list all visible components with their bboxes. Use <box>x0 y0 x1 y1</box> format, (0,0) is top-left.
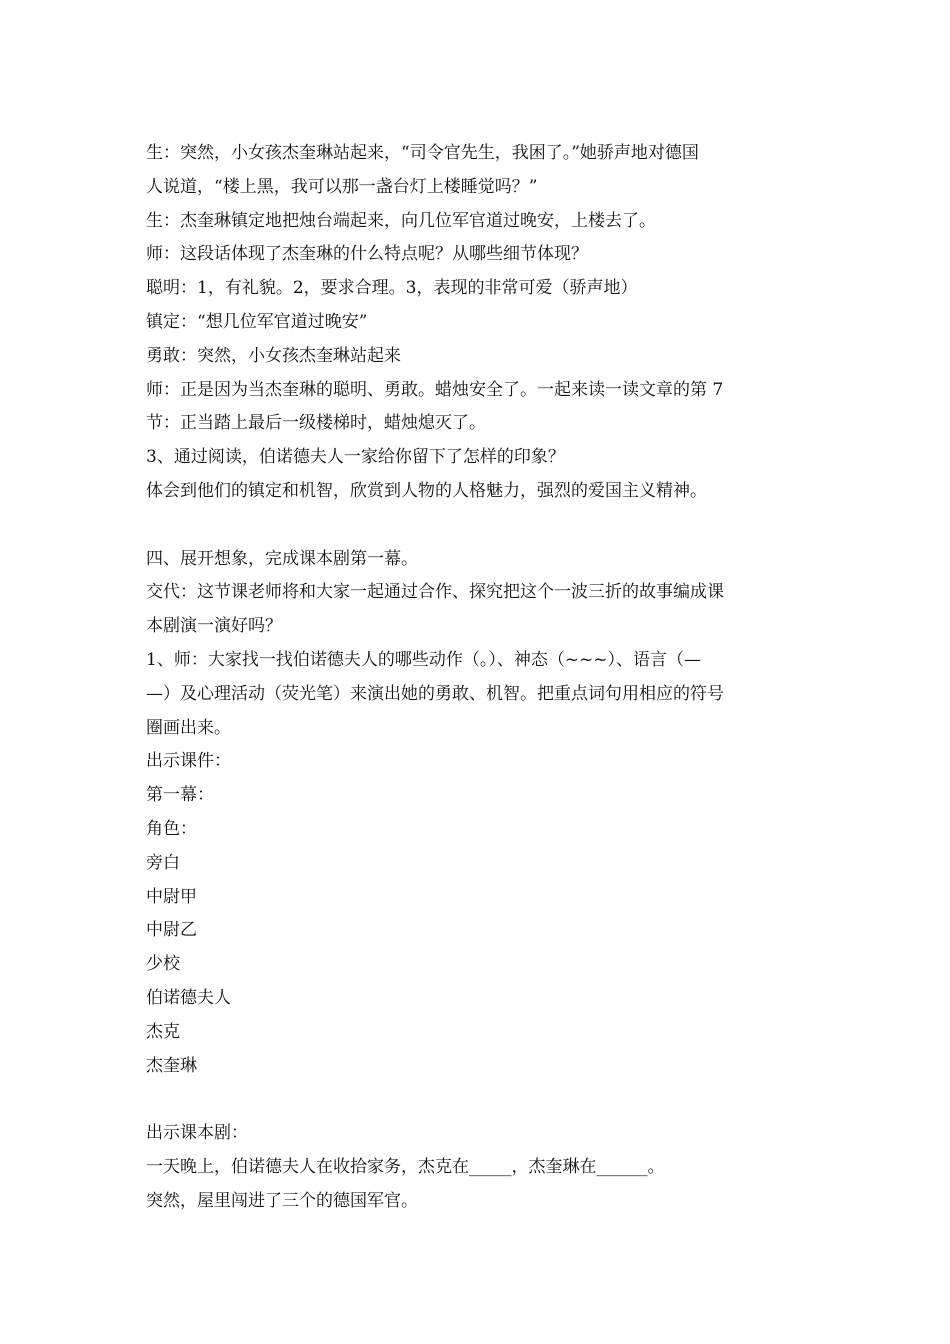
text-line: 勇敢：突然，小女孩杰奎琳站起来 <box>146 345 401 366</box>
role-item: 中尉乙 <box>146 920 197 941</box>
text-line: 镇定：“想几位军官道过晚安” <box>146 311 368 332</box>
text-line: 师：正是因为当杰奎琳的聪明、勇敢。蜡烛安全了。一起来读一读文章的第 7 <box>146 379 724 400</box>
role-item: 中尉甲 <box>146 886 197 907</box>
document-body <box>146 137 811 1219</box>
text-line: 交代：这节课老师将和大家一起通过合作、探究把这个一波三折的故事编成课 <box>146 582 724 603</box>
text-line: 角色： <box>146 818 197 839</box>
role-item: 杰奎琳 <box>146 1055 197 1076</box>
blank-line <box>146 509 811 543</box>
text-line: 出示课件： <box>146 751 231 772</box>
role-item: 旁白 <box>146 852 180 873</box>
text-line: 体会到他们的镇定和机智，欣赏到人物的人格魅力，强烈的爱国主义精神。 <box>146 480 707 501</box>
text-line: 圈画出来。 <box>146 717 231 738</box>
text-line: —）及心理活动（荧光笔）来演出她的勇敢、机智。把重点词句用相应的符号 <box>146 683 724 704</box>
text-line: 人说道，“楼上黑，我可以那一盏台灯上楼睡觉吗？” <box>146 176 538 197</box>
text-line: 生：突然，小女孩杰奎琳站起来，“司令官先生，我困了。”她骄声地对德国 <box>146 143 699 163</box>
text-line: 本剧演一演好吗？ <box>146 616 282 637</box>
text-line: 3、通过阅读，伯诺德夫人一家给你留下了怎样的印象？ <box>146 447 565 468</box>
text-line: 聪明：1，有礼貌。2，要求合理。3，表现的非常可爱（骄声地） <box>146 278 638 299</box>
text-line: 一天晚上，伯诺德夫人在收拾家务，杰克在_____，杰奎琳在______。 <box>146 1156 665 1177</box>
text-line: 第一幕： <box>146 785 214 806</box>
role-item: 少校 <box>146 954 180 975</box>
text-line: 1、师：大家找一找伯诺德夫人的哪些动作（。）、神态（~~~）、语言（— <box>146 649 702 670</box>
text-line: 节：正当踏上最后一级楼梯时，蜡烛熄灭了。 <box>146 413 486 434</box>
blank-line <box>146 1083 811 1117</box>
text-line: 师：这段话体现了杰奎琳的什么特点呢？从哪些细节体现？ <box>146 244 588 265</box>
text-line: 生：杰奎琳镇定地把烛台端起来，向几位军官道过晚安，上楼去了。 <box>146 210 656 231</box>
role-item: 伯诺德夫人 <box>146 987 231 1008</box>
section-heading: 四、展开想象，完成课本剧第一幕。 <box>146 548 418 569</box>
text-line: 突然，屋里闯进了三个的德国军官。 <box>146 1190 418 1211</box>
role-item: 杰克 <box>146 1021 180 1042</box>
text-line: 出示课本剧： <box>146 1123 248 1144</box>
